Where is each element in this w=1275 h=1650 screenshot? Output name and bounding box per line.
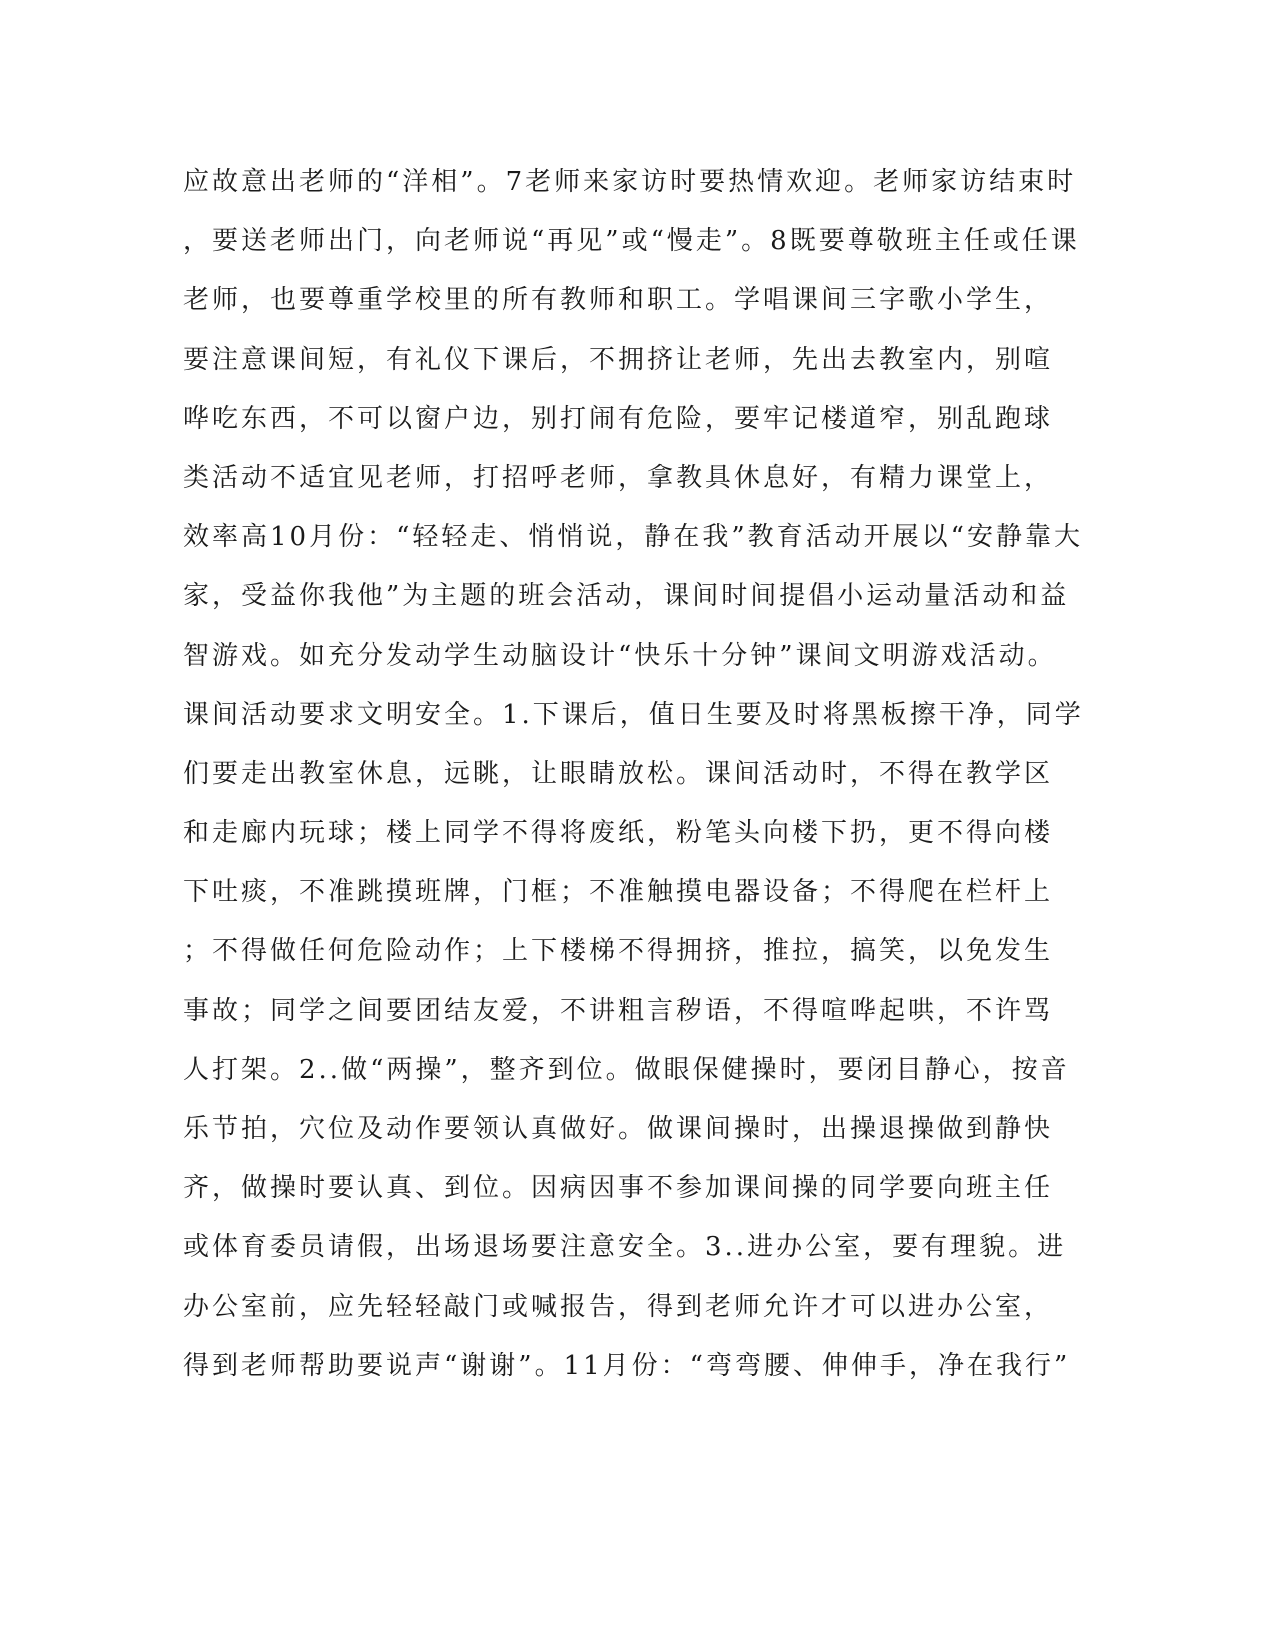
text-line: 应故意出老师的“洋相”。7老师来家访时要热情欢迎。老师家访结束时 — [183, 167, 1077, 197]
text-line: 哗吃东西，不可以窗户边，别打闹有危险，要牢记楼道窄，别乱跑球 — [183, 403, 1054, 434]
text-line: 得到老师帮助要说声“谢谢”。11月份：“弯弯腰、伸伸手，净在我行” — [183, 1350, 1071, 1381]
text-line: 老师，也要尊重学校里的所有教师和职工。学唱课间三字歌小学生， — [183, 285, 1054, 316]
text-line: ，要送老师出门，向老师说“再见”或“慢走”。8既要尊敬班主任或任课 — [183, 226, 1080, 257]
text-line: 要注意课间短，有礼仪下课后，不拥挤让老师，先出去教室内，别喧 — [183, 344, 1054, 375]
text-line: 和走廊内玩球；楼上同学不得将废纸，粉笔头向楼下扔，更不得向楼 — [183, 818, 1054, 849]
text-line: 人打架。2..做“两操”，整齐到位。做眼保健操时，要闭目静心，按音 — [183, 1054, 1070, 1085]
text-line: 们要走出教室休息，远眺，让眼睛放松。课间活动时，不得在教学区 — [183, 758, 1054, 789]
text-line: 或体育委员请假，出场退场要注意安全。3..进办公室，要有理貌。进 — [183, 1232, 1067, 1263]
text-line: 办公室前，应先轻轻敲门或喊报告，得到老师允许才可以进办公室， — [183, 1291, 1054, 1322]
text-line: 课间活动要求文明安全。1.下课后，值日生要及时将黑板擦干净，同学 — [183, 699, 1084, 730]
text-line: 类活动不适宜见老师，打招呼老师，拿教具休息好，有精力课堂上， — [183, 462, 1054, 493]
text-line: 事故；同学之间要团结友爱，不讲粗言秽语，不得喧哗起哄，不许骂 — [183, 995, 1054, 1026]
text-line: ；不得做任何危险动作；上下楼梯不得拥挤，推拉，搞笑，以免发生 — [183, 936, 1054, 967]
text-line: 智游戏。如充分发动学生动脑设计“快乐十分钟”课间文明游戏活动。 — [183, 640, 1057, 671]
body-text — [183, 162, 1084, 1405]
text-line: 下吐痰，不准跳摸班牌，门框；不准触摸电器设备；不得爬在栏杆上 — [183, 877, 1054, 908]
text-line: 家，受益你我他”为主题的班会活动，课间时间提倡小运动量活动和益 — [183, 581, 1070, 612]
text-line: 效率高10月份：“轻轻走、悄悄说，静在我”教育活动开展以“安静靠大 — [183, 522, 1083, 553]
text-line: 乐节拍，穴位及动作要领认真做好。做课间操时，出操退操做到静快 — [183, 1114, 1054, 1144]
text-line: 齐，做操时要认真、到位。因病因事不参加课间操的同学要向班主任 — [183, 1173, 1054, 1204]
